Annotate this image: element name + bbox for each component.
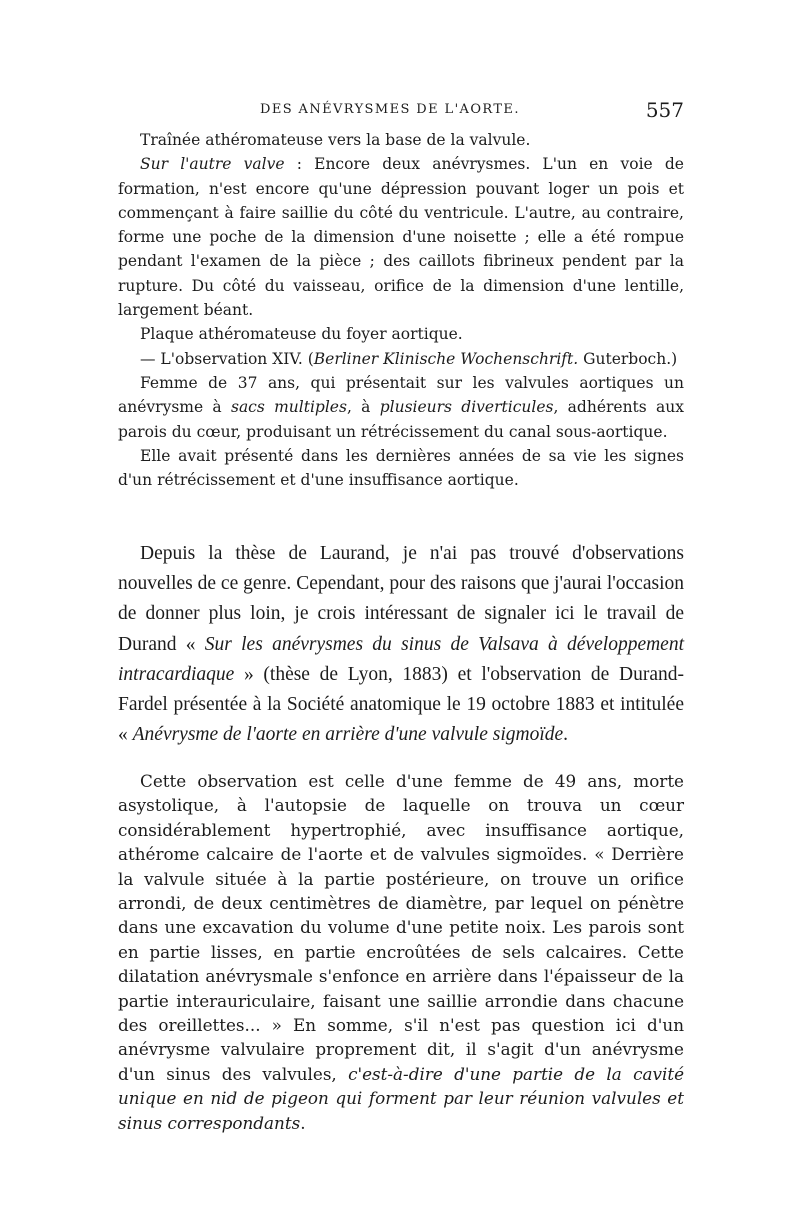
page-number: 557 — [645, 98, 684, 122]
cited-observation — [118, 769, 684, 1135]
paragraph: — L'observation XIV. (Berliner Klinische Wochenschrift. Guterboch.) — [140, 349, 678, 368]
paragraph: Femme de 37 ans, qui présentait sur les valvules aortiques un anévrysme à sacs multiples, à plusieurs diverticules, adhérents aux parois du cœur, produisant un rétrécissement du canal sous-aortique. — [118, 373, 684, 441]
quoted-observations — [118, 128, 684, 492]
main-text — [118, 539, 684, 750]
page-header — [118, 98, 684, 124]
paragraph: Depuis la thèse de Laurand, je n'ai pas trouvé d'observations nouvelles de ce genre. Cependant, pour des raisons que j'aurai l'occasion de donner plus loin, je crois intéressant de signaler ici le travail de Durand « Sur les anévrysmes du sinus de Valsava à développement intracardiaque » (thèse de Lyon, 1883) et l'observation de Durand-Fardel présentée à la Société anatomique le 19 octobre 1883 et intitulée « Anévrysme de l'aorte en arrière d'une valvule sigmoïde. — [118, 543, 685, 746]
paragraph: Sur l'autre valve : Encore deux anévrysmes. L'un en voie de formation, n'est encore qu'une dépression pouvant loger un pois et commençant à faire saillie du côté du ventricule. L'autre, au contraire, forme une poche de la dimension d'une noisette ; elle a été rompue pendant l'examen de la pièce ; des caillots fibrineux pendent par la rupture. Du côté du vaisseau, orifice de la dimension d'une lentille, largement béant. — [118, 155, 684, 320]
paragraph: Plaque athéromateuse du foyer aortique. — [140, 325, 463, 344]
paragraph: Elle avait présenté dans les dernières années de sa vie les signes d'un rétrécissement et d'une insuffisance aortique. — [118, 446, 684, 490]
running-title: DES ANÉVRYSMES DE L'AORTE. — [260, 102, 520, 117]
paragraph: Cette observation est celle d'une femme de 49 ans, morte asystolique, à l'autopsie de laquelle on trouva un cœur considérablement hypertrophié, avec insuffisance aortique, athérome calcaire de l'aorte et de valvules sigmoïdes. « Derrière la valvule située à la partie postérieure, on trouve un orifice arrondi, de deux centimètres de diamètre, par lequel on pénètre dans une excavation du volume d'une petite noix. Les parois sont en partie lisses, en partie encroûtées de sels calcaires. Cette dilatation anévrysmale s'enfonce en arrière dans l'épaisseur de la partie interauriculaire, faisant une saillie arrondie dans chacune des oreillettes... » En somme, s'il n'est pas question ici d'un anévrysme valvulaire proprement dit, il s'agit d'un anévrysme d'un sinus des valvules, c'est-à-dire d'une partie de la cavité unique en nid de pigeon qui forment par leur réunion valvules et sinus correspondants. — [118, 771, 685, 1133]
paragraph: Traînée athéromateuse vers la base de la valvule. — [140, 131, 531, 149]
